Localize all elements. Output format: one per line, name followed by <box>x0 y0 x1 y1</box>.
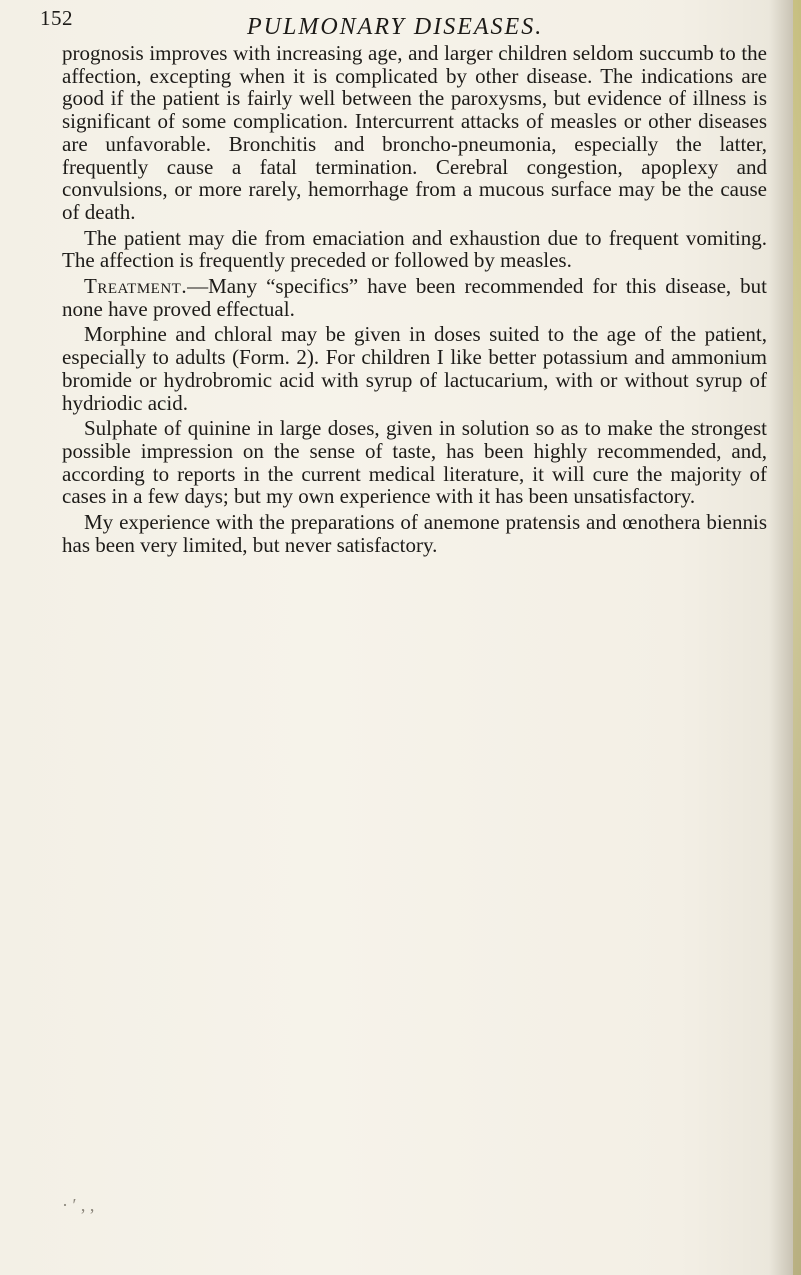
treatment-text: —Many “specifics” have been recommended for this disease, but none have proved effectual. <box>62 274 767 321</box>
paragraph-morphine: Morphine and chloral may be given in doses suited to the age of the patient, especially to adults (Form. 2). For children I like better potassium and ammonium bromide or hydrobromic acid with syrup of lactucarium, with or without syrup of hydriodic acid. <box>62 322 767 415</box>
page-number: 152 <box>40 6 73 30</box>
paragraph-emaciation: The patient may die from emaciation and exhaustion due to frequent vomiting. The affection is frequently preceded or followed by measles. <box>62 225 767 273</box>
paragraph-anemone: My experience with the preparations of anemone pratensis and œnothera biennis has been very limited, but never satisfactory. <box>62 510 767 557</box>
running-head: PULMONARY DISEASES. <box>247 14 544 40</box>
page-edge <box>793 0 801 1275</box>
paragraph-treatment <box>62 275 767 320</box>
paper-blemish: · ′ , , <box>62 1195 95 1215</box>
paragraph-quinine: Sulphate of quinine in large doses, given in solution so as to make the strongest possible impression on the sense of taste, has been highly recommended, and, according to reports in the current medical literature, it will cure the majority of cases in a few days; but my own experience with it has been unsatisfactory. <box>62 416 767 509</box>
treatment-heading: Treatment. <box>84 274 188 299</box>
body-text <box>62 42 767 559</box>
paragraph-prognosis: prognosis improves with increasing age, and larger children seldom succumb to the affection, excepting when it is complicated by other disease. The indications are good if the patient is fairly well between the paroxysms, but evidence of illness is significant of some complication. Intercurrent attacks of measles or other diseases are unfavorable. Bronchitis and broncho-pneumonia, especially the latter, frequently cause a fatal termination. Cerebral congestion, apoplexy and convulsions, or more rarely, hemorrhage from a mucous surface may be the cause of death. <box>62 41 767 224</box>
